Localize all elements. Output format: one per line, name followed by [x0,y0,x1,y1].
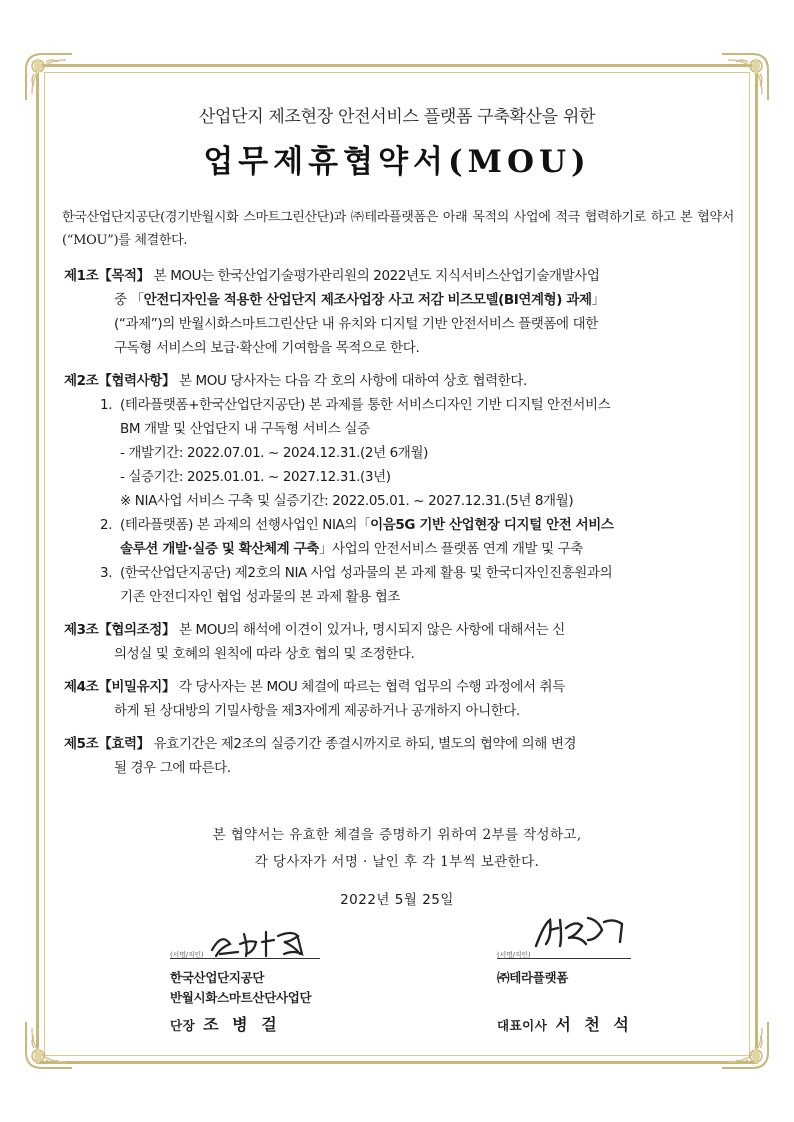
corner-ornament-icon [22,1018,76,1072]
list-item [100,561,736,609]
article-2 [64,369,736,609]
article-heading: 제3조【협의조정】 [64,622,176,638]
article-heading: 제5조【효력】 [64,736,150,752]
sub-item: - 개발기간: 2022.07.01. ~ 2024.12.31.(2년 6개월) [120,445,428,461]
right-organization [497,968,568,988]
corner-ornament-icon [22,50,76,104]
article-text: 유효기간은 제2조의 실증기간 종결시까지로 하되, 별도의 협약에 의해 변경 [149,736,577,752]
org-name: 한국산업단지공단 [170,970,265,985]
item-text: (테라플랫폼) 본 과제의 선행사업인 NIA의「 [120,517,371,533]
articles-section [64,264,736,789]
org-division: 반월시화스마트산단사업단 [170,990,312,1005]
left-organization [170,968,311,1008]
article-text: 중 「 [114,292,144,308]
item-number: 3. [100,565,113,581]
signature-line [497,958,631,959]
project-name: 안전디자인을 적용한 산업단지 제조사업장 사고 저감 비즈모델(BI연계형) 과제 [143,292,592,308]
sub-item: - 실증기간: 2025.01.01. ~ 2027.12.31.(3년) [120,469,391,485]
item-text: BM 개발 및 산업단지 내 구독형 서비스 실증 [120,421,370,437]
article-text: 」 [591,292,605,308]
article-text: 각 당사자는 본 MOU 체결에 따르는 협력 업무의 수행 과정에서 취득 [175,679,565,695]
article-text: 하게 된 상대방의 기밀사항을 제3자에게 제공하거나 공개하지 아니한다. [114,703,520,719]
closing-line: 본 협약서는 유효한 체결을 증명하기 위하여 2부를 작성하고, [212,827,582,843]
corner-ornament-icon [718,50,772,104]
closing-statement [0,822,794,876]
article-text: (“과제”)의 반월시화스마트그린산단 내 유치와 디지털 기반 안전서비스 플랫폼에 대한 [114,316,598,332]
corner-ornament-icon [718,1018,772,1072]
item-text: 」사업의 안전서비스 플랫폼 연계 개발 및 구축 [318,541,583,557]
article-text: 구독형 서비스의 보급·확산에 기여함을 목적으로 한다. [114,340,420,356]
article-text: 의성실 및 호혜의 원칙에 따라 상호 협의 및 조정한다. [114,646,415,662]
signing-date: 2022년 5월 25일 [340,892,454,908]
rep-name: 서 천 석 [555,1015,633,1034]
nia-project-name: 이음5G 기반 산업현장 디지털 안전 서비스 [370,517,614,533]
signature-label: (서명/직인) [497,951,531,959]
item-text: (한국산업단지공단) 제2호의 NIA 사업 성과물의 본 과제 활용 및 한국디자인진흥원과의 [120,565,613,581]
item-number: 1. [100,397,113,413]
rep-title: 단장 [170,1018,196,1033]
article-3 [64,618,736,666]
list-item [100,393,736,441]
org-name: ㈜테라플랫폼 [497,970,569,985]
article-heading: 제2조【협력사항】 [64,373,176,389]
article-5 [64,732,736,780]
article-text: 될 경우 그에 따른다. [114,760,231,776]
article-text: 본 MOU는 한국산업기술평가관리원의 2022년도 지식서비스산업기술개발사업 [149,268,600,284]
intro-paragraph: 한국산업단지공단(경기반월시화 스마트그린산단)과 ㈜테라플랫폼은 아래 목적의 사업에 적극 협력하기로 하고 본 협약서(“MOU”)를 체결한다. [62,210,734,248]
list-item [100,513,736,561]
article-text: 본 MOU의 해석에 이견이 있거나, 명시되지 않은 사항에 대해서는 신 [175,622,565,638]
item-text: (테라플랫폼+한국산업단지공단) 본 과제를 통한 서비스디자인 기반 디지털 안전서비스 [120,397,611,413]
article-heading: 제4조【비밀유지】 [64,679,176,695]
article-1 [64,264,736,360]
article-text: 본 MOU 당사자는 다음 각 호의 사항에 대하여 상호 협력한다. [175,373,527,389]
item-text: 기존 안전디자인 협업 성과물의 본 과제 활용 협조 [120,589,401,605]
signature-right-image [530,908,630,954]
article-4 [64,675,736,723]
rep-name: 조 병 걸 [203,1015,281,1034]
item-number: 2. [100,517,113,533]
rep-title: 대표이사 [497,1018,548,1033]
signature-line [170,958,320,959]
closing-line: 각 당사자가 서명 · 날인 후 각 1부씩 보관한다. [254,854,540,870]
right-representative [497,1012,633,1035]
nia-project-name: 솔루션 개발·실증 및 확산체계 구축 [120,541,319,557]
document-title: 업무제휴협약서(MOU) [203,144,591,180]
document-subtitle: 산업단지 제조현장 안전서비스 플랫폼 구축확산을 위한 [198,107,596,127]
signature-label: (서명/직인) [170,951,204,959]
article-heading: 제1조【목적】 [64,268,150,284]
sub-item-note: ※ NIA사업 서비스 구축 및 실증기간: 2022.05.01. ~ 2027.12.31.(5년 8개월) [120,493,574,509]
left-representative [170,1012,281,1035]
